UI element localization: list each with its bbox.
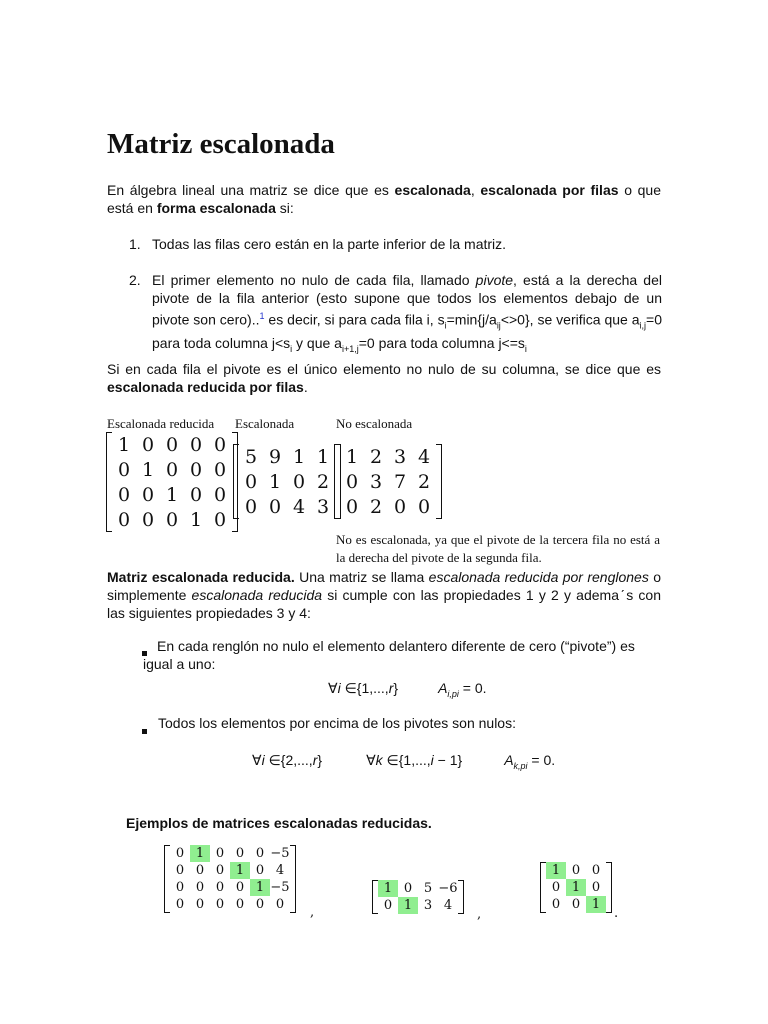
intro-text: si: <box>275 200 294 216</box>
list-item-2: El primer elemento no nulo de cada fila, llamado pivote, está a la derecha del pivote de la fila anterior (esto supone que todos los elementos debajo de un pivote son cero)..$^1$ es decir, si para cada fila i, $s_i=\min\{j/a_{ij}<>0\}$, se verifica que $a_{i,j}=0$ para toda columna $j<s_i$ y que $a_{i+1,j}=0$ para toda columna $j<=s_i$ <box>152 272 662 355</box>
matrix-cell: 9 <box>268 445 282 468</box>
list-number: 1. <box>129 236 141 252</box>
matrix-row <box>239 444 335 469</box>
matrix-row <box>170 896 290 913</box>
reduced-paragraph: Si en cada fila el pivote es el único elemento no nulo de su columna, se dice que es escalonada reducida por filas. <box>107 361 661 395</box>
label-echelon: Escalonada <box>235 416 295 431</box>
matrix-row <box>112 432 232 457</box>
matrix-cell: 0 <box>141 433 155 456</box>
matrix-cell: 1 <box>316 445 330 468</box>
matrix-cell: 0 <box>215 880 225 895</box>
examples-heading: Ejemplos de matrices escalonadas reducidas. <box>126 815 432 831</box>
matrix-cell: 7 <box>393 470 407 493</box>
pivot-cell: 1 <box>546 862 566 879</box>
matrix-cell: 5 <box>423 881 433 896</box>
right-bracket <box>436 444 442 519</box>
definition-paragraph: Matriz escalonada reducida. Una matriz se llama escalonada reducida por renglones o simplemente escalonada reducida si cumple con las propiedades 1 y 2 y ademaˊs con las siguientes propiedades 3 y 4: <box>107 569 662 621</box>
matrix-not-echelon <box>334 444 442 519</box>
matrix-cell: 0 <box>213 483 227 506</box>
matrix-cell: 0 <box>117 458 131 481</box>
matrix-cell: 0 <box>235 846 245 861</box>
term-forma-escalonada: forma escalonada <box>156 200 276 216</box>
matrix-cell: 2 <box>369 445 383 468</box>
matrix-cell: 0 <box>175 880 185 895</box>
intro-paragraph <box>107 181 661 217</box>
matrix-cell: 0 <box>141 508 155 531</box>
matrix-cell: 1 <box>268 470 282 493</box>
matrix-cell: 3 <box>423 898 433 913</box>
intro-text: o que está en <box>107 182 661 216</box>
matrix-cell: 0 <box>268 495 282 518</box>
matrix-cell: 0 <box>165 433 179 456</box>
right-bracket <box>290 845 296 913</box>
matrix-cell: 0 <box>213 508 227 531</box>
matrix-echelon <box>233 444 341 519</box>
matrix-cell: 4 <box>417 445 431 468</box>
matrix-cell: 1 <box>189 508 203 531</box>
matrix-cell: 0 <box>275 897 285 912</box>
matrix-table <box>378 880 458 914</box>
formula-2: ∀i ∈{2,...,r} ∀k ∈{1,...,i − 1} $A_{k,pi} = 0$. <box>252 752 556 771</box>
matrix-cell: 4 <box>275 863 285 878</box>
pivot-cell: 1 <box>586 896 606 913</box>
matrix-table <box>112 432 232 532</box>
matrix-cell: 0 <box>235 897 245 912</box>
matrix-cell: 3 <box>369 470 383 493</box>
matrix-cell: 0 <box>571 863 581 878</box>
matrix-cell: 0 <box>175 897 185 912</box>
matrix-cell: 1 <box>141 458 155 481</box>
matrix-cell: 0 <box>551 880 561 895</box>
matrix-cell: 0 <box>195 880 205 895</box>
separator-comma: , <box>477 907 482 922</box>
matrix-cell: 0 <box>215 863 225 878</box>
separator-comma: , <box>310 905 315 920</box>
matrix-cell: 0 <box>215 897 225 912</box>
matrix-cell: 0 <box>175 846 185 861</box>
matrix-cell: 0 <box>189 458 203 481</box>
matrix-reduced <box>106 432 238 532</box>
matrix-cell: 4 <box>292 495 306 518</box>
matrix-cell: 5 <box>244 445 258 468</box>
example-matrix-3 <box>540 862 612 913</box>
formula-1: ∀i ∈{1,...,r} $A_{i,pi} = 0$. <box>328 680 487 699</box>
matrix-row <box>112 457 232 482</box>
matrix-row <box>112 482 232 507</box>
matrix-cell: −6 <box>438 881 458 896</box>
matrix-cell: 0 <box>213 458 227 481</box>
matrix-table <box>170 845 290 913</box>
matrix-table <box>340 444 436 519</box>
pivot-cell: 1 <box>398 897 418 914</box>
matrix-cell: 0 <box>255 897 265 912</box>
matrix-row <box>378 880 458 897</box>
intro-text: En álgebra lineal una matriz se dice que es <box>107 182 395 198</box>
matrix-cell: 0 <box>591 863 601 878</box>
matrix-table <box>239 444 335 519</box>
matrix-row <box>546 879 606 896</box>
example-matrix-1 <box>164 845 296 913</box>
example-matrix-2 <box>372 880 464 914</box>
matrix-cell: 1 <box>345 445 359 468</box>
matrix-row <box>239 469 335 494</box>
definition-term: Matriz escalonada reducida. <box>107 569 295 585</box>
matrix-cell: 0 <box>417 495 431 518</box>
matrix-cell: −5 <box>270 846 290 861</box>
matrix-cell: 1 <box>165 483 179 506</box>
matrix-cell: 0 <box>255 846 265 861</box>
matrix-row <box>546 896 606 913</box>
matrix-cell: 1 <box>117 433 131 456</box>
list-item-1: Todas las filas cero están en la parte inferior de la matriz. <box>152 236 507 252</box>
matrix-cell: 0 <box>175 863 185 878</box>
list-number: 2. <box>129 272 141 288</box>
label-reduced: Escalonada reducida <box>107 416 215 431</box>
pivot-cell: 1 <box>566 879 586 896</box>
matrix-cell: 0 <box>345 495 359 518</box>
matrix-row <box>546 862 606 879</box>
matrix-row <box>239 494 335 519</box>
matrix-cell: 0 <box>235 880 245 895</box>
pivot-cell: 1 <box>230 862 250 879</box>
matrix-row <box>170 845 290 862</box>
matrix-cell: 2 <box>369 495 383 518</box>
matrix-cell: 2 <box>316 470 330 493</box>
right-bracket <box>458 880 464 914</box>
matrix-cell: 3 <box>316 495 330 518</box>
pivot-cell: 1 <box>378 880 398 897</box>
matrix-cell: 0 <box>345 470 359 493</box>
matrix-row <box>170 862 290 879</box>
matrix-row <box>170 879 290 896</box>
matrix-cell: 0 <box>244 470 258 493</box>
matrix-cell: 0 <box>165 508 179 531</box>
matrix-cell: 0 <box>189 433 203 456</box>
bullet-icon <box>142 729 147 734</box>
pivot-cell: 1 <box>250 879 270 896</box>
matrix-cell: 0 <box>393 495 407 518</box>
matrix-cell: 0 <box>117 508 131 531</box>
matrix-cell: 0 <box>551 897 561 912</box>
bullet-item-1: En cada renglón no nulo el elemento delantero diferente de cero (“pivote”) es igual a uno: <box>143 638 635 672</box>
matrix-row <box>340 469 436 494</box>
matrix-cell: 0 <box>403 881 413 896</box>
page-title: Matriz escalonada <box>107 128 335 160</box>
matrix-cell: 0 <box>117 483 131 506</box>
matrix-row <box>340 494 436 519</box>
matrix-cell: 0 <box>255 863 265 878</box>
matrix-cell: 0 <box>141 483 155 506</box>
matrix-cell: 0 <box>213 433 227 456</box>
bullet-item-2: Todos los elementos por encima de los pivotes son nulos: <box>158 715 516 731</box>
matrix-cell: 0 <box>189 483 203 506</box>
matrix-row <box>340 444 436 469</box>
right-bracket <box>606 862 612 913</box>
intro-text: , <box>470 182 481 198</box>
matrix-row <box>112 507 232 532</box>
term-escalonada: escalonada <box>394 182 471 198</box>
matrix-cell: −5 <box>270 880 290 895</box>
label-not-echelon: No escalonada <box>336 416 413 431</box>
matrix-table <box>546 862 606 913</box>
term-escalonada-por-filas: escalonada por filas <box>480 182 619 198</box>
matrix-cell: 0 <box>195 863 205 878</box>
matrix-cell: 0 <box>571 897 581 912</box>
matrix-cell: 3 <box>393 445 407 468</box>
matrix-cell: 0 <box>215 846 225 861</box>
matrix-cell: 0 <box>195 897 205 912</box>
matrix-cell: 0 <box>591 880 601 895</box>
matrix-cell: 0 <box>244 495 258 518</box>
term-pivote: pivote <box>475 272 514 288</box>
matrix-cell: 0 <box>165 458 179 481</box>
matrix-cell: 2 <box>417 470 431 493</box>
matrix-cell: 1 <box>292 445 306 468</box>
not-echelon-note: No es escalonada, ya que el pivote de la tercera fila no está a la derecha del pivote de la segunda fila. <box>336 532 660 565</box>
term-escalonada-reducida-por-filas: escalonada reducida por filas <box>107 379 304 395</box>
footnote-link[interactable]: 1 <box>259 311 265 321</box>
matrix-cell: 0 <box>383 898 393 913</box>
matrix-cell: 4 <box>443 898 453 913</box>
matrix-cell: 0 <box>292 470 306 493</box>
separator-period: . <box>614 906 619 921</box>
matrix-row <box>378 897 458 914</box>
pivot-cell: 1 <box>190 845 210 862</box>
